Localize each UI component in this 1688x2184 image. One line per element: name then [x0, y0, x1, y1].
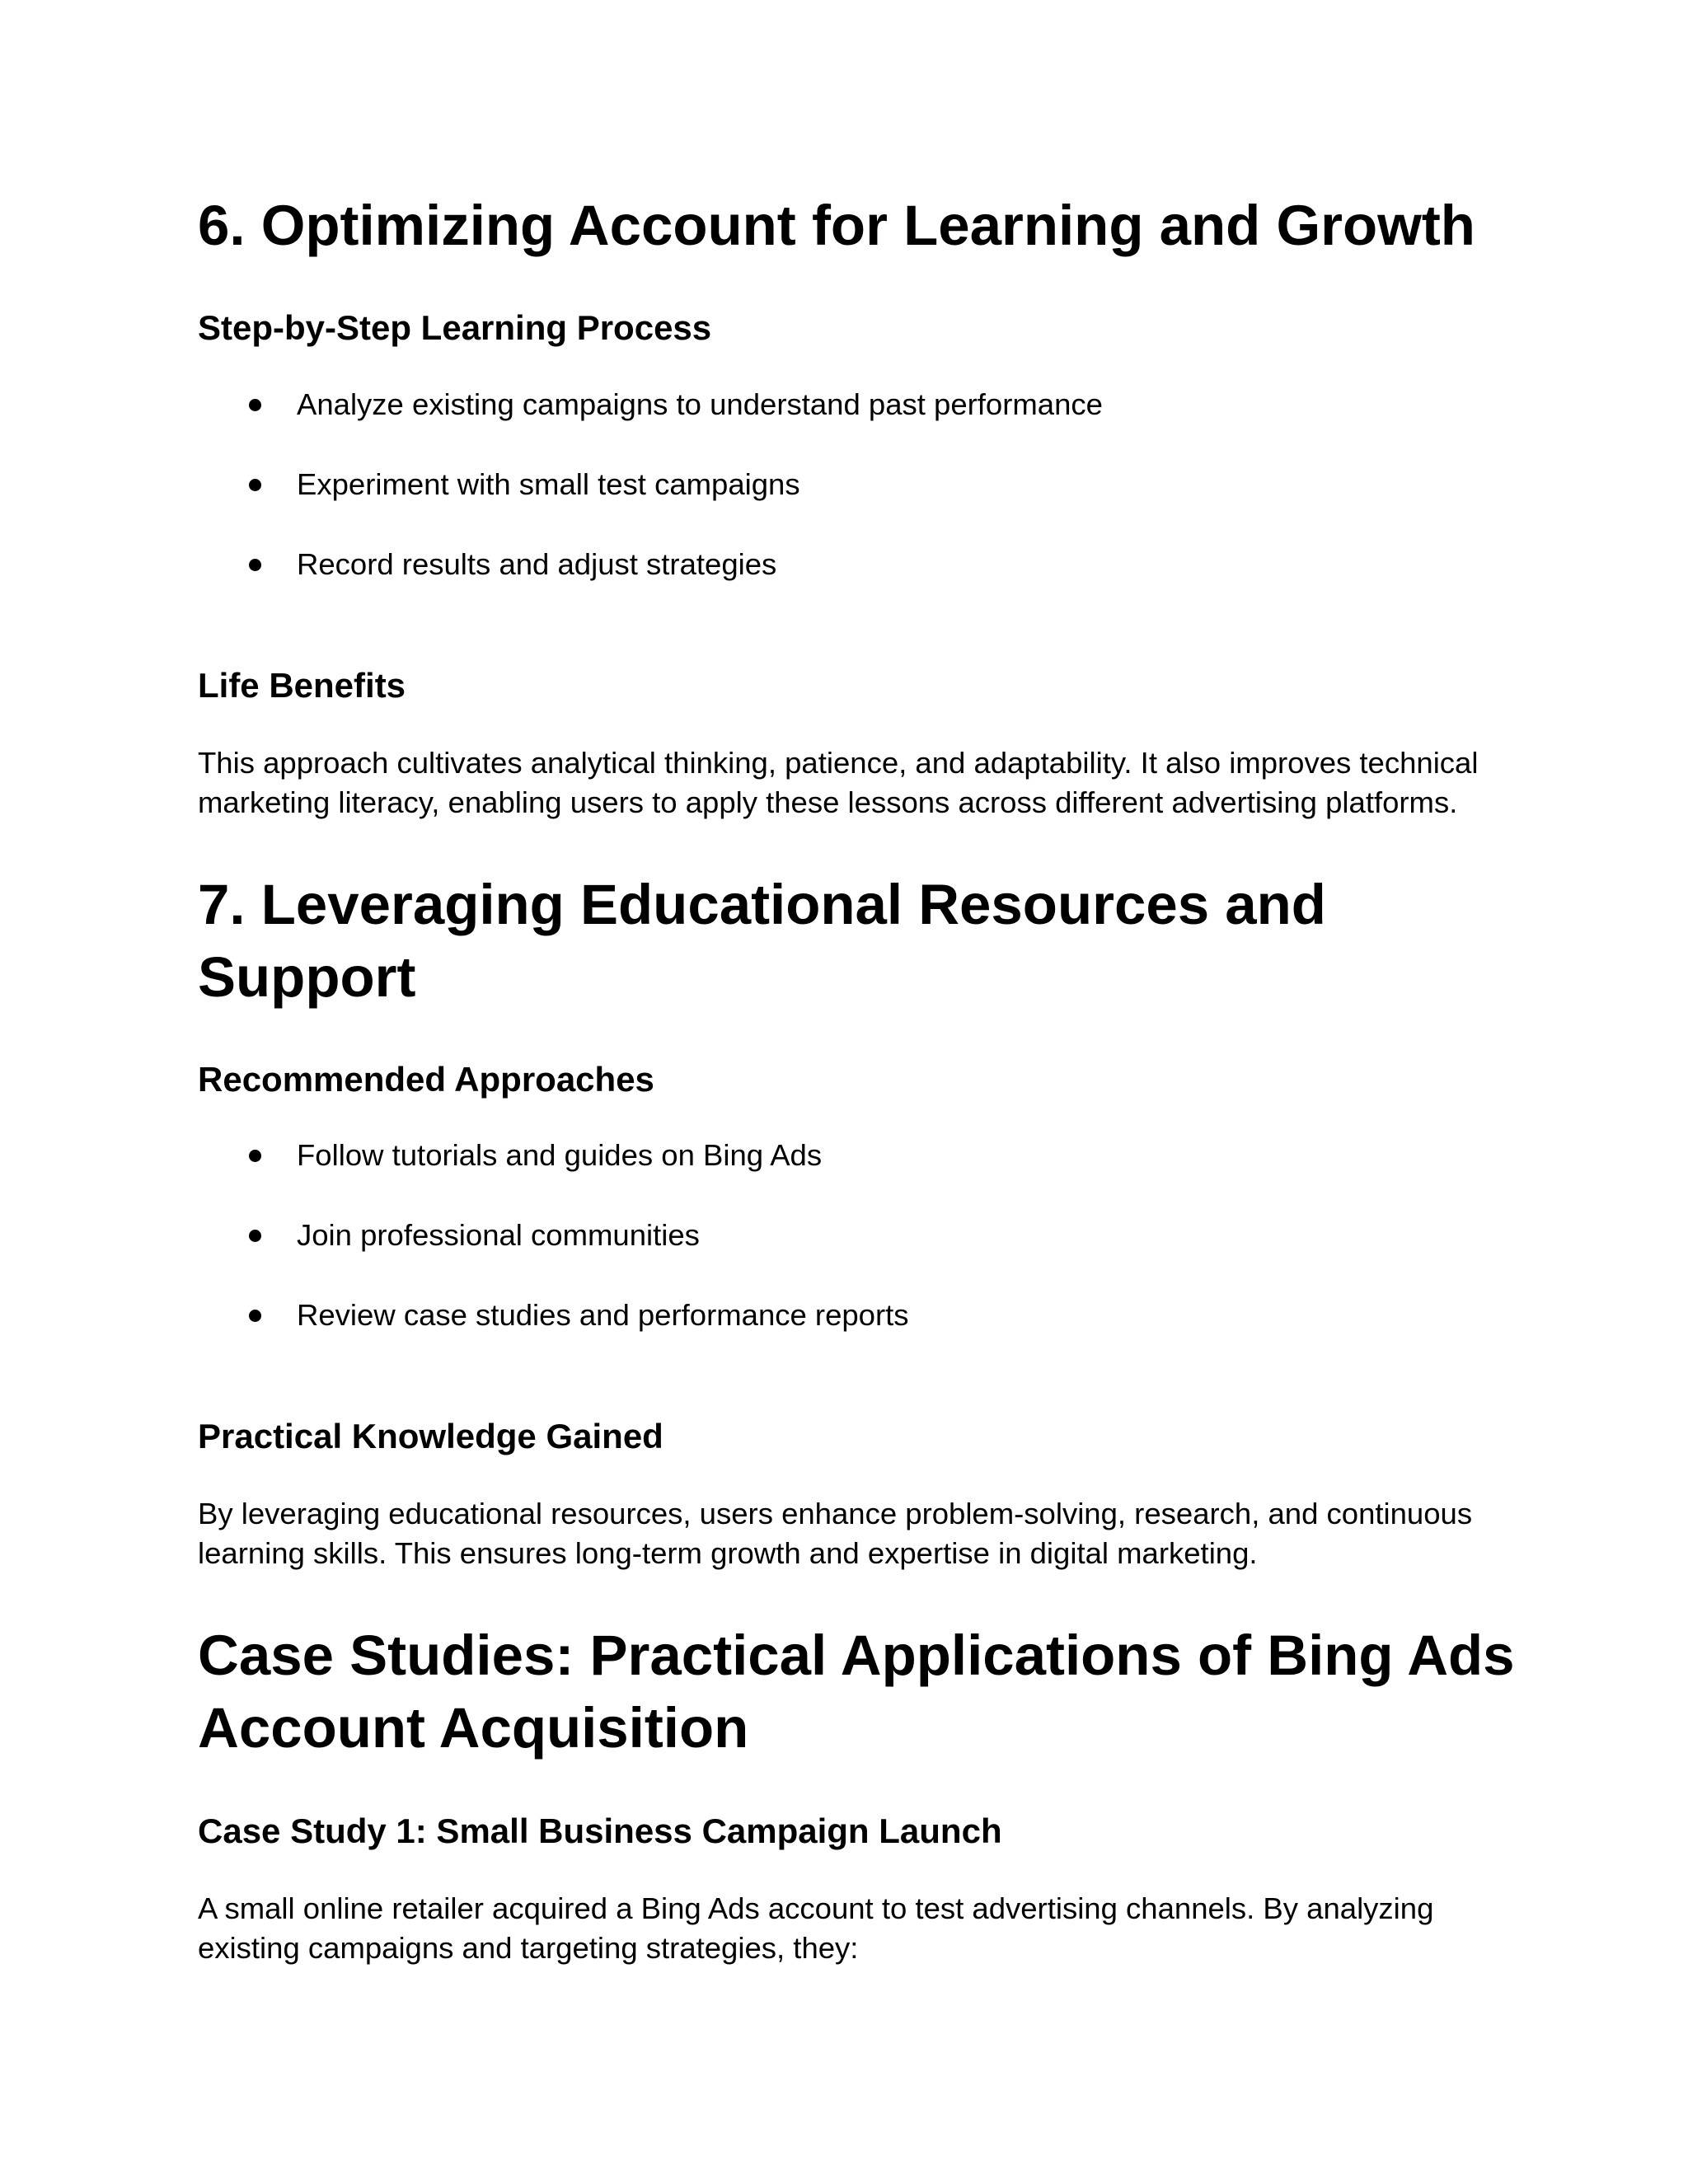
list-item-text: Join professional communities	[297, 1218, 700, 1252]
learning-steps-list	[198, 385, 1517, 584]
list-item	[198, 385, 1517, 424]
life-benefits-heading: Life Benefits	[198, 666, 406, 705]
list-item	[198, 1136, 1517, 1175]
recommended-approaches-heading: Recommended Approaches	[198, 1060, 654, 1099]
list-item-text: Review case studies and performance reports	[297, 1298, 909, 1332]
bullet-icon	[249, 399, 261, 411]
list-item-text: Follow tutorials and guides on Bing Ads	[297, 1138, 823, 1172]
bullet-icon	[249, 1230, 261, 1242]
list-item	[198, 1296, 1517, 1335]
approaches-list	[198, 1136, 1517, 1335]
list-item-text: Analyze existing campaigns to understand past performance	[297, 387, 1103, 421]
case-study-1-paragraph: A small online retailer acquired a Bing Ads account to test advertising channels. By analyzing existing campaigns and targeting strategies, they:	[198, 1891, 1434, 1965]
section-6-title: 6. Optimizing Account for Learning and Growth	[198, 194, 1475, 257]
list-item-text: Experiment with small test campaigns	[297, 467, 800, 501]
bullet-icon	[249, 559, 261, 571]
list-item	[198, 1216, 1517, 1255]
section-7-title: 7. Leveraging Educational Resources and Support	[198, 873, 1326, 1009]
bullet-icon	[249, 1150, 261, 1162]
life-benefits-paragraph: This approach cultivates analytical thinking, patience, and adaptability. It also improves technical marketing literacy, enabling users to apply these lessons across different advertising platforms.	[198, 746, 1479, 819]
bullet-icon	[249, 479, 261, 491]
list-item-text: Record results and adjust strategies	[297, 547, 777, 581]
case-studies-title: Case Studies: Practical Applications of Bing Ads Account Acquisition	[198, 1624, 1515, 1760]
step-by-step-heading: Step-by-Step Learning Process	[198, 308, 712, 347]
list-item	[198, 465, 1517, 504]
case-study-1-heading: Case Study 1: Small Business Campaign Launch	[198, 1811, 1002, 1850]
bullet-icon	[249, 1310, 261, 1322]
list-item	[198, 545, 1517, 584]
practical-knowledge-heading: Practical Knowledge Gained	[198, 1417, 663, 1455]
practical-knowledge-paragraph: By leveraging educational resources, users enhance problem-solving, research, and continuous learning skills. This ensures long-term growth and expertise in digital marketing.	[198, 1497, 1473, 1570]
